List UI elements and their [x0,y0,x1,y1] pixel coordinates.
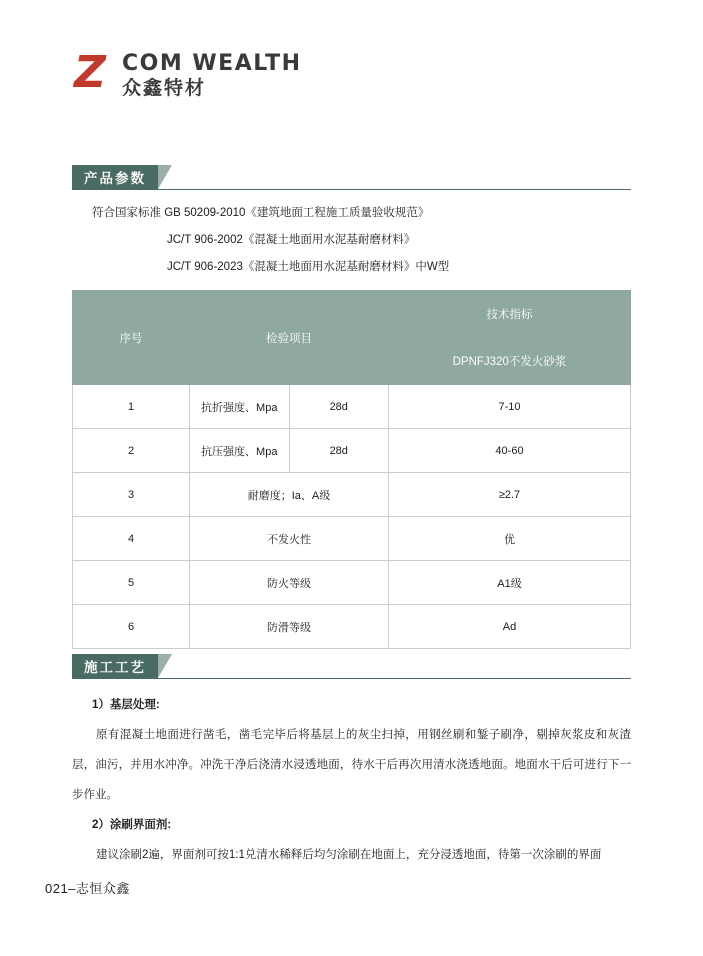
standard-line-3: JC/T 906-2023《混凝土地面用水泥基耐磨材料》中W型 [167,261,450,273]
cell-value: ≥2.7 [389,473,631,517]
table-row [73,429,631,473]
z-monogram-glyph: Z [74,47,106,98]
standard-line-2: JC/T 906-2002《混凝土地面用水泥基耐磨材料》 [167,234,416,246]
cell-item: 耐磨度；Ia、A级 [190,473,389,517]
cell-no: 5 [73,561,190,605]
process-item-title: 2）涂刷界面剂: [92,819,172,831]
section-heading-params-label: 产品参数 [72,165,158,189]
cell-no: 3 [73,473,190,517]
cell-item: 不发火性 [190,517,389,561]
cell-value: 40-60 [389,429,631,473]
cell-item: 防火等级 [190,561,389,605]
section-heading-process [72,654,172,678]
table-row [73,473,631,517]
process-item-body: 原有混凝土地面进行凿毛，凿毛完毕后将基层上的灰尘扫掉，用钢丝刷和錾子刷净，剔掉灰浆皮和灰渣层，油污，并用水冲净。冲洗干净后浇清水浸透地面，待水干后再次用清水浇透地面。地面水干后可进行下一步作业。 [72,729,631,801]
header-item: 检验项目 [190,291,389,385]
header-tech-sub: DPNFJ320不发火砂浆 [389,338,631,385]
cell-age: 28d [289,429,389,473]
header-tech: 技术指标 [389,291,631,338]
cell-no: 6 [73,605,190,649]
ribbon-tail-icon [158,165,172,189]
cell-no: 4 [73,517,190,561]
section-heading-process-label: 施工工艺 [72,654,158,678]
process-item-title: 1）基层处理: [92,699,160,711]
cell-item: 抗折强度、Mpa [190,385,290,429]
company-logo [72,47,302,100]
table-row [73,605,631,649]
cell-item: 防滑等级 [190,605,389,649]
standard-line-1: 符合国家标准 GB 50209-2010《建筑地面工程施工质量验收规范》 [92,207,430,219]
cell-no: 1 [73,385,190,429]
cell-value: Ad [389,605,631,649]
process-content [72,690,631,870]
cell-item: 抗压强度、Mpa [190,429,290,473]
cell-value: 优 [389,517,631,561]
table-row [73,385,631,429]
section-rule-params [72,189,631,190]
section-heading-params [72,165,172,189]
logo-text [122,50,302,100]
process-item-body: 建议涂刷2遍，界面剂可按1:1兑清水稀释后均匀涂刷在地面上，充分浸透地面，待第一次涂刷的界面 [96,849,602,861]
section-rule-process [72,678,631,679]
table-row [73,517,631,561]
cell-age: 28d [289,385,389,429]
table-header-row [73,291,631,338]
cell-value: 7-10 [389,385,631,429]
spec-table [72,290,631,649]
z-monogram-icon [72,47,114,98]
table-row [73,561,631,605]
logo-english-name: COM WEALTH [122,51,302,76]
ribbon-tail-icon [158,654,172,678]
logo-chinese-name: 众鑫特材 [122,78,207,99]
header-no: 序号 [73,291,190,385]
page-footer: 021–志恒众鑫 [45,881,130,896]
cell-value: A1级 [389,561,631,605]
cell-no: 2 [73,429,190,473]
standards-intro [72,200,631,281]
spec-table-body [73,385,631,649]
spec-table-head [73,291,631,385]
